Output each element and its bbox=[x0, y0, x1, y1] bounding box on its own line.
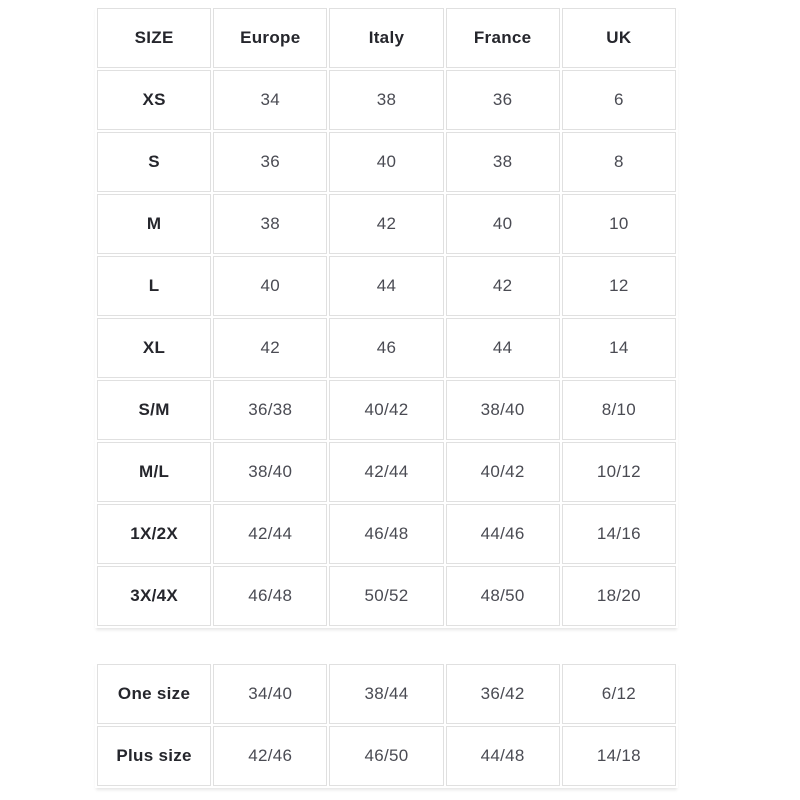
france-value: 44 bbox=[446, 318, 560, 378]
special-sizes-table bbox=[95, 662, 678, 788]
europe-value: 36 bbox=[213, 132, 327, 192]
uk-value: 6/12 bbox=[562, 664, 676, 724]
column-header-italy: Italy bbox=[329, 8, 443, 68]
france-value: 36 bbox=[446, 70, 560, 130]
size-label: S bbox=[97, 132, 211, 192]
europe-value: 42/44 bbox=[213, 504, 327, 564]
table-row bbox=[97, 726, 676, 786]
column-header-europe: Europe bbox=[213, 8, 327, 68]
column-header-size: SIZE bbox=[97, 8, 211, 68]
size-label: M bbox=[97, 194, 211, 254]
europe-value: 34 bbox=[213, 70, 327, 130]
europe-value: 34/40 bbox=[213, 664, 327, 724]
france-value: 44/48 bbox=[446, 726, 560, 786]
column-header-uk: UK bbox=[562, 8, 676, 68]
uk-value: 10 bbox=[562, 194, 676, 254]
size-label: S/M bbox=[97, 380, 211, 440]
size-label: Plus size bbox=[97, 726, 211, 786]
table-row bbox=[97, 132, 676, 192]
france-value: 44/46 bbox=[446, 504, 560, 564]
uk-value: 10/12 bbox=[562, 442, 676, 502]
size-conversion-table bbox=[95, 6, 678, 628]
france-value: 48/50 bbox=[446, 566, 560, 626]
table-row bbox=[97, 442, 676, 502]
france-value: 38/40 bbox=[446, 380, 560, 440]
table-row bbox=[97, 318, 676, 378]
uk-value: 6 bbox=[562, 70, 676, 130]
italy-value: 40 bbox=[329, 132, 443, 192]
table-row bbox=[97, 566, 676, 626]
france-value: 36/42 bbox=[446, 664, 560, 724]
size-label: L bbox=[97, 256, 211, 316]
italy-value: 44 bbox=[329, 256, 443, 316]
size-label: 3X/4X bbox=[97, 566, 211, 626]
table-row bbox=[97, 504, 676, 564]
column-header-france: France bbox=[446, 8, 560, 68]
italy-value: 38/44 bbox=[329, 664, 443, 724]
europe-value: 40 bbox=[213, 256, 327, 316]
size-label: XS bbox=[97, 70, 211, 130]
italy-value: 50/52 bbox=[329, 566, 443, 626]
table-row bbox=[97, 194, 676, 254]
italy-value: 46/50 bbox=[329, 726, 443, 786]
table-row bbox=[97, 380, 676, 440]
europe-value: 46/48 bbox=[213, 566, 327, 626]
uk-value: 18/20 bbox=[562, 566, 676, 626]
italy-value: 40/42 bbox=[329, 380, 443, 440]
size-label: One size bbox=[97, 664, 211, 724]
france-value: 40/42 bbox=[446, 442, 560, 502]
europe-value: 36/38 bbox=[213, 380, 327, 440]
size-label: XL bbox=[97, 318, 211, 378]
uk-value: 8/10 bbox=[562, 380, 676, 440]
europe-value: 38/40 bbox=[213, 442, 327, 502]
size-label: 1X/2X bbox=[97, 504, 211, 564]
size-label: M/L bbox=[97, 442, 211, 502]
uk-value: 14/18 bbox=[562, 726, 676, 786]
europe-value: 42 bbox=[213, 318, 327, 378]
europe-value: 38 bbox=[213, 194, 327, 254]
italy-value: 42 bbox=[329, 194, 443, 254]
uk-value: 12 bbox=[562, 256, 676, 316]
uk-value: 14/16 bbox=[562, 504, 676, 564]
uk-value: 14 bbox=[562, 318, 676, 378]
italy-value: 42/44 bbox=[329, 442, 443, 502]
europe-value: 42/46 bbox=[213, 726, 327, 786]
header-row bbox=[97, 8, 676, 68]
table-row bbox=[97, 256, 676, 316]
france-value: 42 bbox=[446, 256, 560, 316]
france-value: 38 bbox=[446, 132, 560, 192]
table-row bbox=[97, 70, 676, 130]
italy-value: 38 bbox=[329, 70, 443, 130]
italy-value: 46 bbox=[329, 318, 443, 378]
uk-value: 8 bbox=[562, 132, 676, 192]
table-row bbox=[97, 664, 676, 724]
france-value: 40 bbox=[446, 194, 560, 254]
italy-value: 46/48 bbox=[329, 504, 443, 564]
